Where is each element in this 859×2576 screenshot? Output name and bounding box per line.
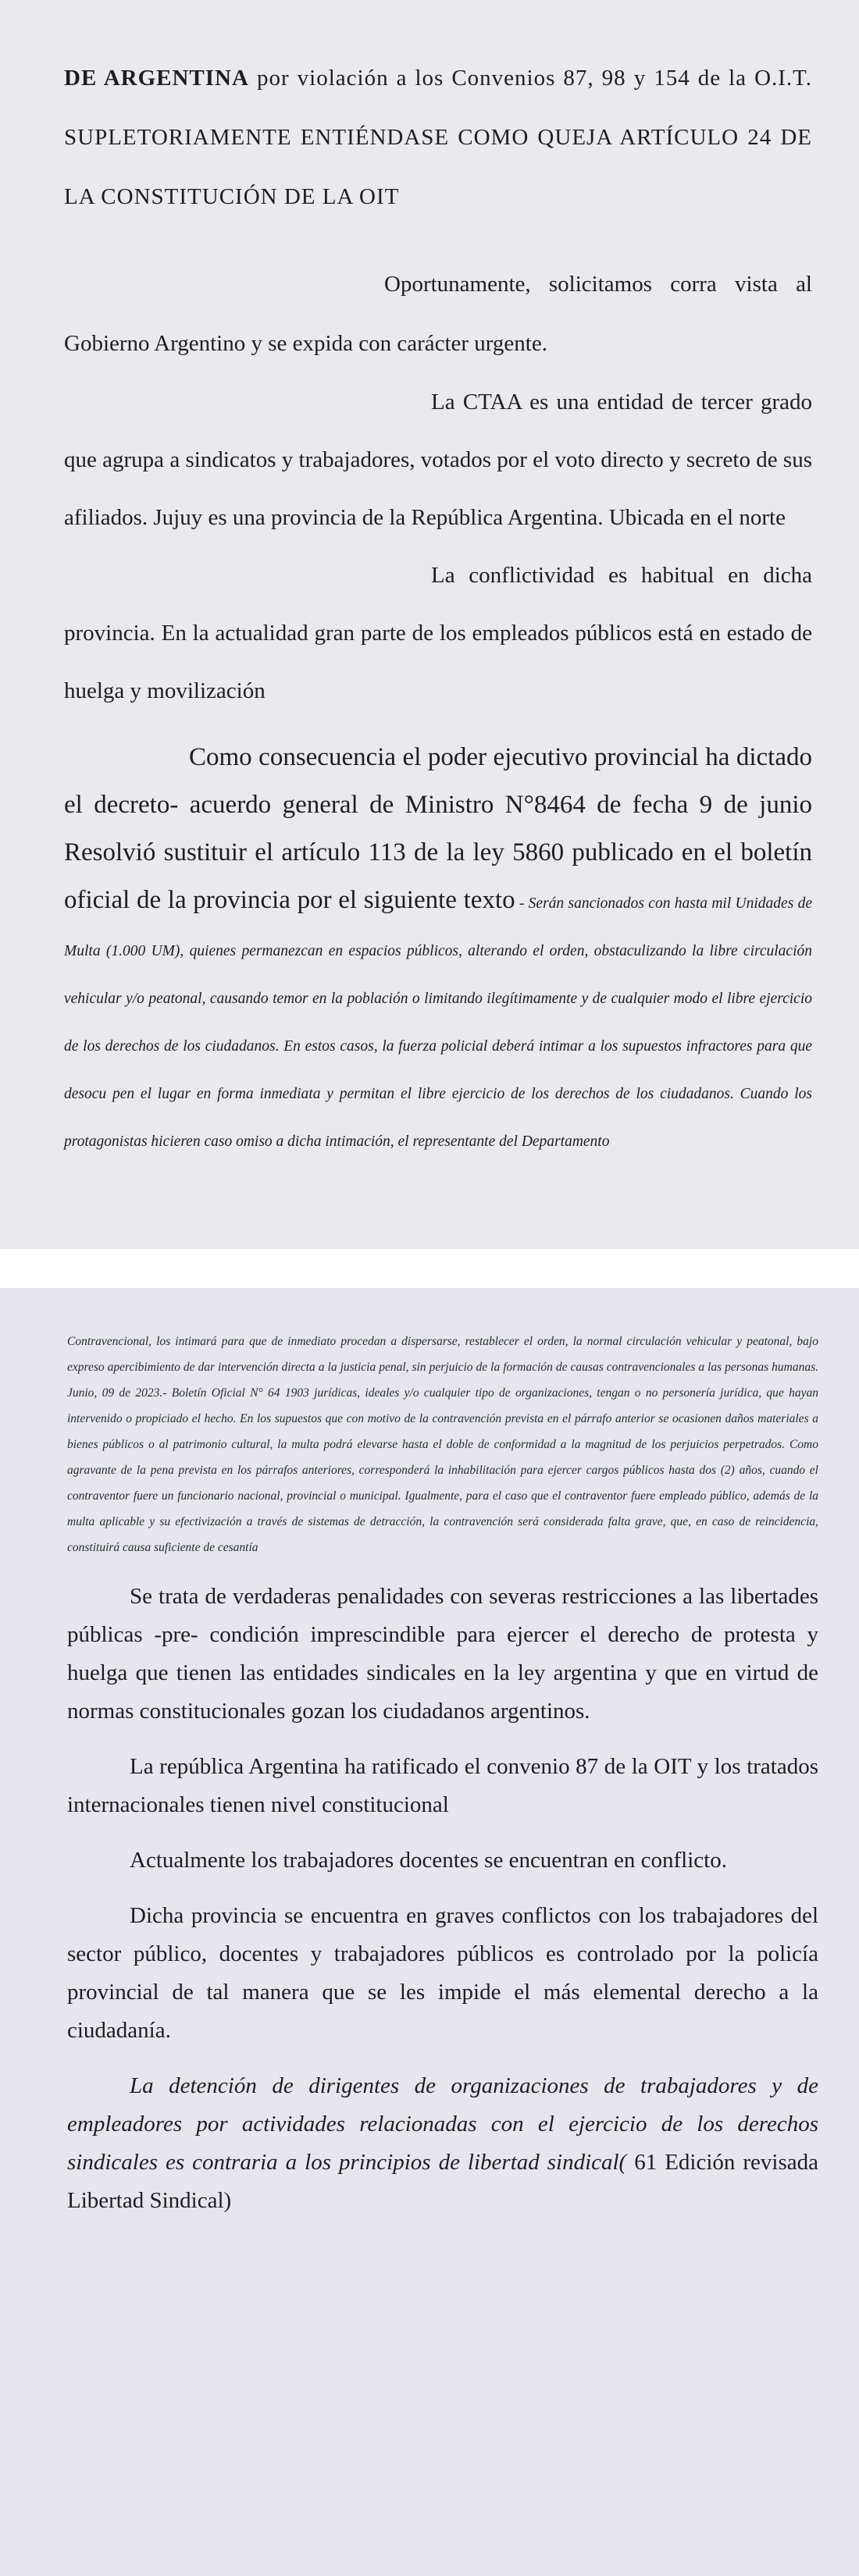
page-separator [0,1249,859,1288]
decree-quote-text: - Serán sancionados con hasta mil Unidades de Multa (1.000 UM), quienes permanezcan en espacios públicos, alterando el orden, obstaculizando la libre circulación vehicular y/o peatonal, causando temor en la población o limitando ilegítimamente y de cualquier modo el libre ejercicio de los derechos de los ciudadanos. En estos casos, la fuerza policial deberá intimar a los supuestos infractores para que desocu pen el lugar en forma inmediata y permitan el libre ejercicio de los derechos de los ciudadanos. Cuando los protagonistas hicieren caso omiso a dicha intimación, el representante del Departamento [64,895,812,1150]
conflictividad-paragraph: La conflictividad es habitual en dicha provincia. En la actualidad gran parte de los empleados públicos está en estado de huelga y movilización [64,563,812,703]
detencion-reference: 61 Edición revisada Libertad Sindical) [67,2150,818,2213]
document-page-2 [0,1288,859,2576]
intro-paragraph [64,48,812,226]
decree-fine-print: Contravencional, los intimará para que de inmediato procedan a dispersarse, restablecer el orden, la normal circulación vehicular y peatonal, bajo expreso apercibimiento de dar intervención directa a la justicia penal, sin perjuicio de la formación de causas contravencionales a las personas humanas. Junio, 09 de 2023.- Boletín Oficial N° 64 1903 jurídicas, ideales y/o cualquier tipo de organizaciones, tengan o no personería jurídica, que hayan intervenido o propiciado el hecho. En los supuestos que con motivo de la contravención prevista en el párrafo anterior se ocasionen daños materiales a bienes públicos o al patrimonio cultural, la multa podrá elevarse hasta el doble de conformidad a la magnitud de los perjuicios perpetrados. Como agravante de la pena prevista en los párrafos anteriores, corresponderá la inhabilitación para ejercer cargos públicos hasta dos (2) años, cuando el contraventor fuere un funcionario nacional, provincial o municipal. Igualmente, para el caso que el contraventor fuere empleado público, además de la multa aplicable y su efectivización a través de sistemas de detracción, la contravención será considerada falta grave, que, en caso de reincidencia, constituirá causa suficiente de cesantía [67,1335,818,1554]
intro-bold-text: DE ARGENTINA [64,66,249,91]
penalidades-paragraph: Se trata de verdaderas penalidades con severas restricciones a las libertades públicas -pre- condición imprescindible para ejercer el derecho de protesta y huelga que tienen las entidades sindicales en la ley argentina y que en virtud de normas constitucionales gozan los ciudadanos argentinos. [67,1584,818,1724]
decreto-paragraph [64,734,812,1162]
ratificado-paragraph: La república Argentina ha ratificado el convenio 87 de la OIT y los tratados internacionales tienen nivel constitucional [67,1754,818,1817]
docentes-paragraph: Actualmente los trabajadores docentes se encuentran en conflicto. [130,1848,727,1873]
intro-text: por violación a los Convenios 87, 98 y 154 de la O.I.T. SUPLETORIAMENTE ENTIÉNDASE COMO QUEJA ARTÍCULO 24 DE LA CONSTITUCIÓN DE LA OIT [64,66,812,209]
detencion-italic-text: La detención de dirigentes de organizaciones de trabajadores y de empleadores por actividades relacionadas con el ejercicio de los derechos sindicales es contraria a los principios de libertad sindical( [67,2073,818,2175]
vista-paragraph: Oportunamente, solicitamos corra vista al Gobierno Argentino y se expida con carácter urgente. [64,272,812,356]
document-page-1 [0,0,859,1249]
detencion-paragraph [67,2067,818,2220]
ctaa-paragraph: La CTAA es una entidad de tercer grado que agrupa a sindicatos y trabajadores, votados por el voto directo y secreto de sus afiliados. Jujuy es una provincia de la República Argentina. Ubicada en el norte [64,390,812,530]
conflictos-paragraph: Dicha provincia se encuentra en graves conflictos con los trabajadores del sector público, docentes y trabajadores públicos es controlado por la policía provincial de tal manera que se les impide el más elemental derecho a la ciudadanía. [67,1903,818,2043]
decreto-text: Como consecuencia el poder ejecutivo provincial ha dictado el decreto- acuerdo general de Ministro N°8464 de fecha 9 de junio Resolvió sustituir el artículo 113 de la ley 5860 publicado en el boletín oficial de la provincia por el siguiente texto [64,743,812,914]
